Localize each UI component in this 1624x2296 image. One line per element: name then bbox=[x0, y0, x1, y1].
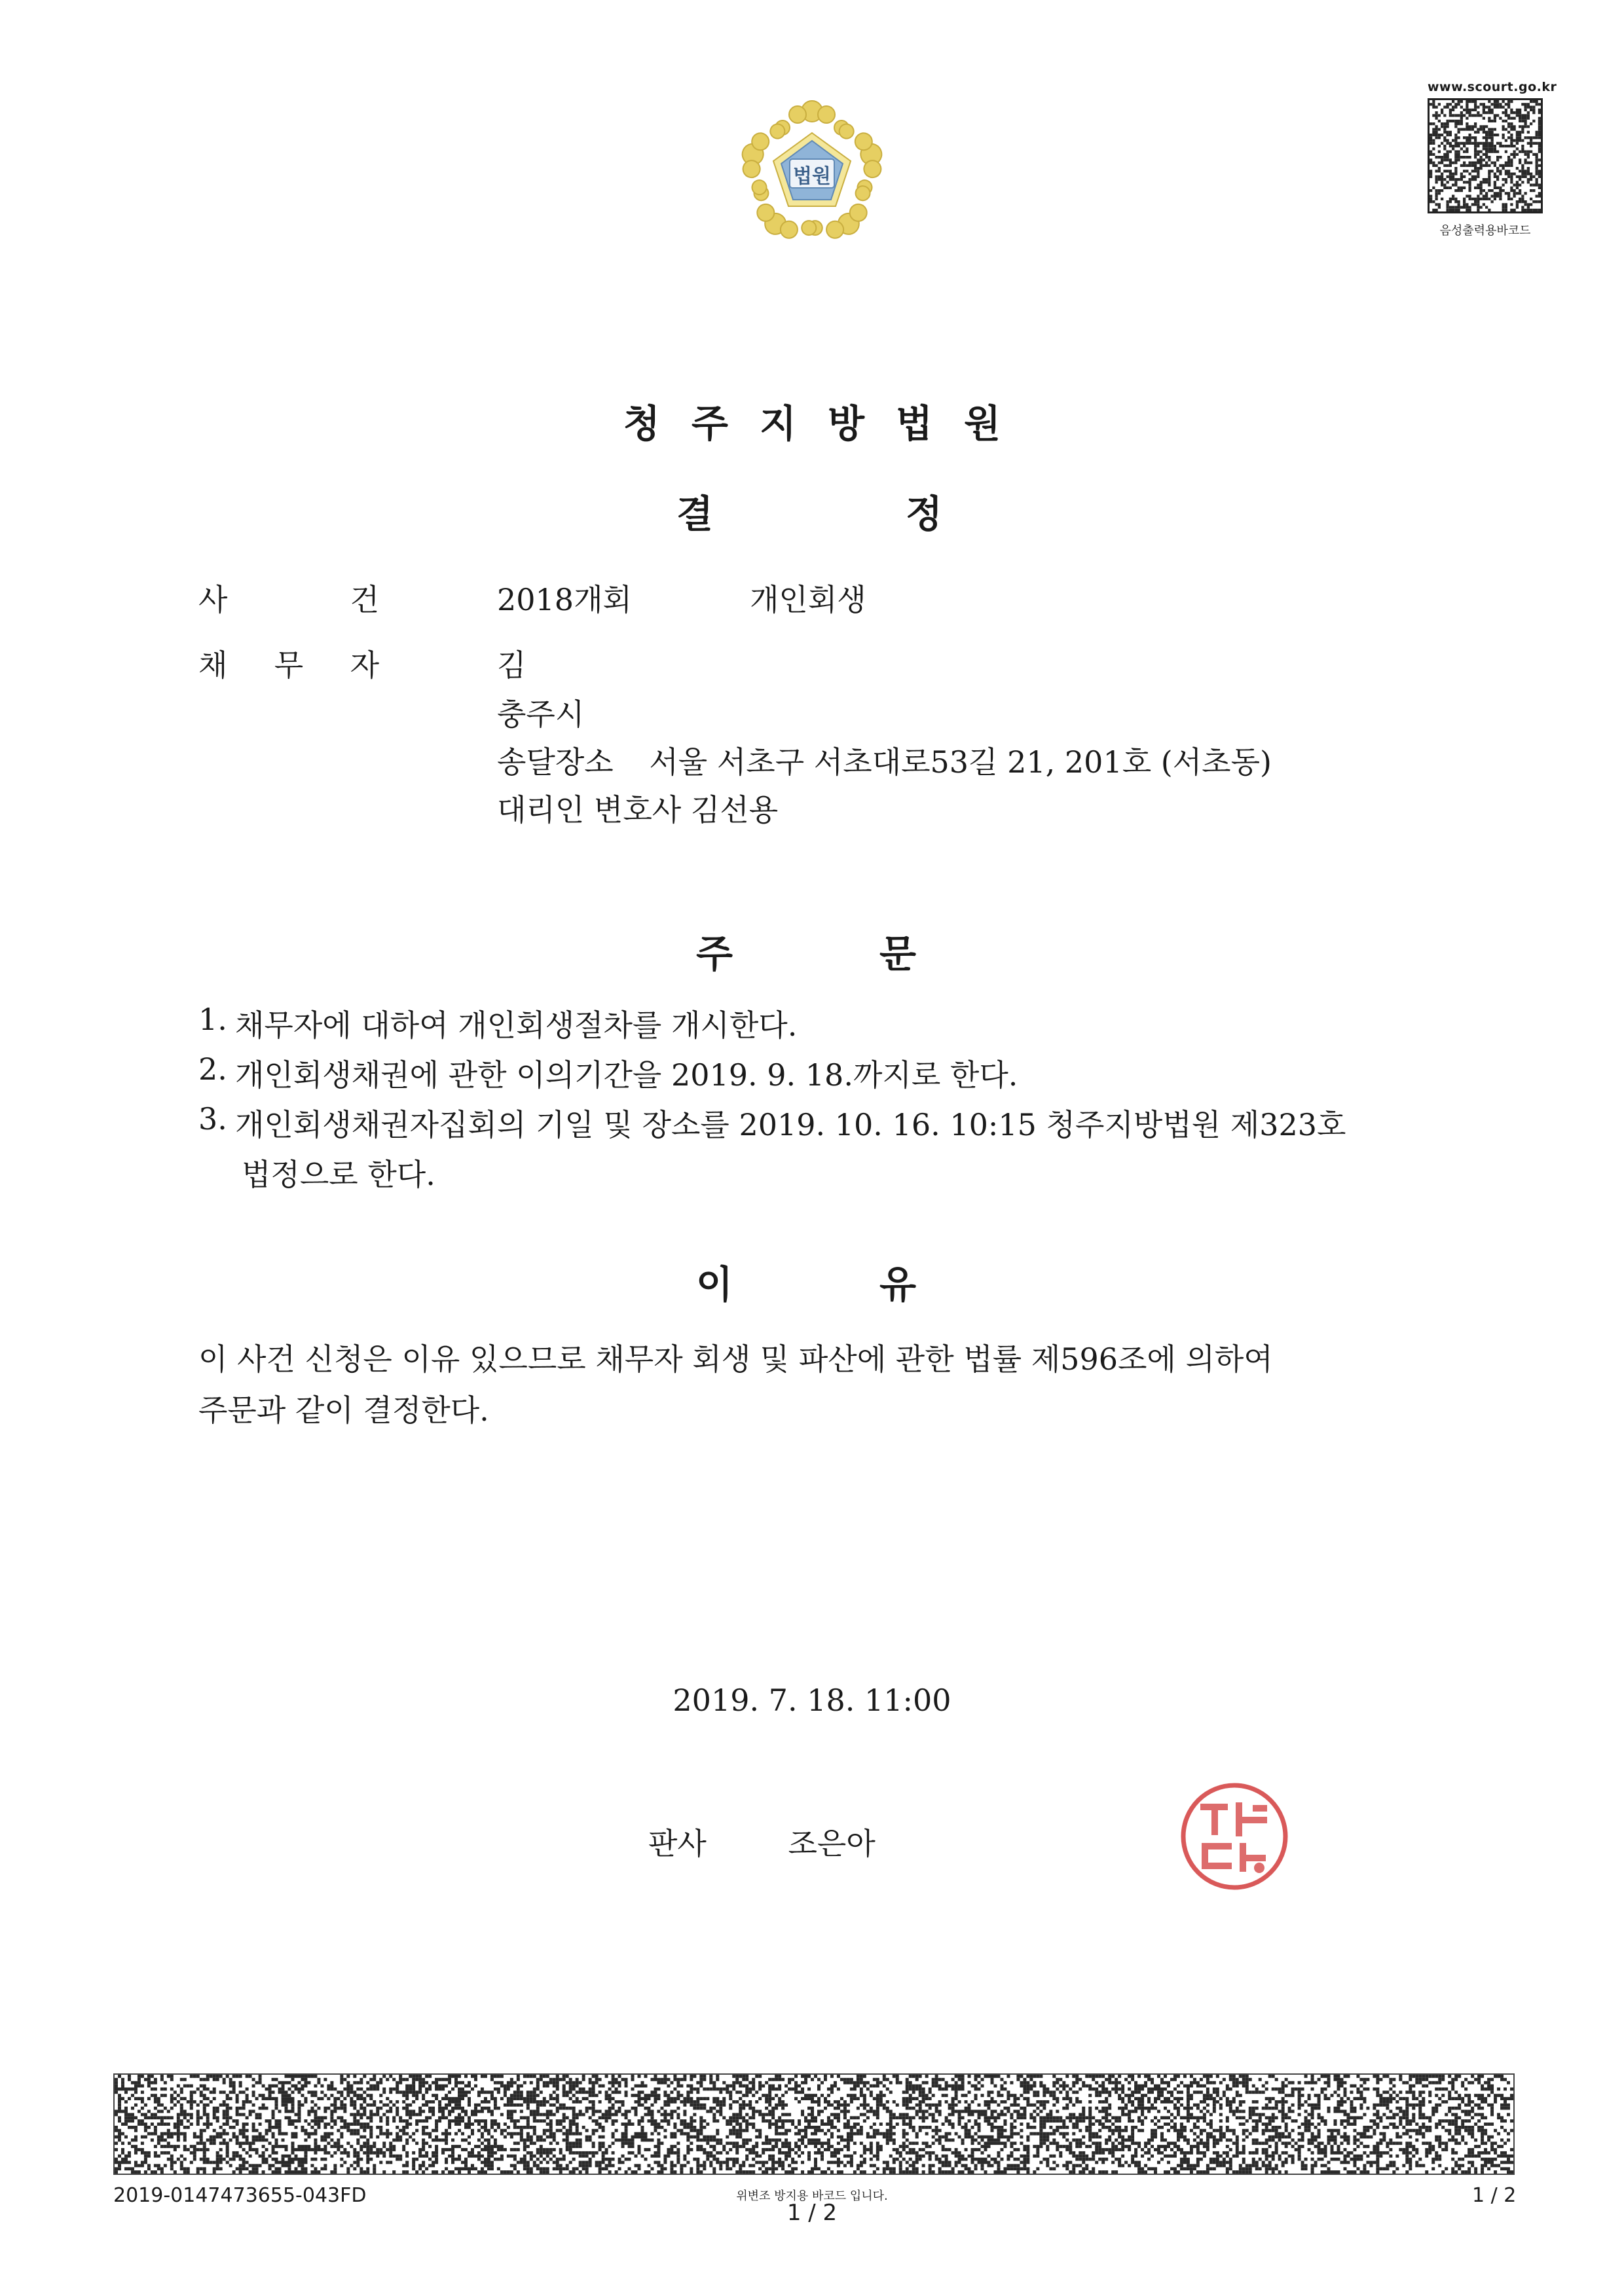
debtor-name: 김 bbox=[497, 647, 526, 683]
reason-heading-left-char: 이 bbox=[696, 1262, 733, 1307]
order-item-text: 채무자에 대하여 개인회생절차를 개시한다. bbox=[235, 1008, 798, 1043]
order-item-number: 1. bbox=[198, 1002, 227, 1037]
qr-code-block bbox=[1428, 80, 1557, 238]
reason-line-2: 주문과 같이 결정한다. bbox=[198, 1393, 489, 1428]
doc-title-right-char: 정 bbox=[906, 492, 943, 536]
order-item bbox=[198, 1002, 1430, 1051]
order-item-text: 개인회생채권에 관한 이의기간을 2019. 9. 18.까지로 한다. bbox=[235, 1057, 1018, 1093]
order-item-continuation: 법정으로 한다. bbox=[242, 1157, 435, 1192]
debtor-row bbox=[198, 647, 1272, 699]
order-item bbox=[198, 1051, 1430, 1101]
order-heading-left-char: 주 bbox=[696, 932, 733, 976]
page-number-right: 1 / 2 bbox=[1472, 2184, 1517, 2207]
emblem-text: 법원 bbox=[793, 165, 831, 188]
judge-name: 조은아 bbox=[788, 1826, 876, 1861]
document-id: 2019-0147473655-043FD bbox=[113, 2184, 367, 2207]
case-label bbox=[198, 582, 379, 650]
delivery-label: 송달장소 bbox=[497, 744, 614, 780]
case-label-char-2: 건 bbox=[350, 582, 379, 617]
agent-line: 대리인 변호사 김선용 bbox=[497, 792, 779, 828]
case-row bbox=[198, 582, 1272, 650]
judge-line bbox=[648, 1820, 876, 1863]
doc-title-left-char: 결 bbox=[676, 492, 714, 536]
case-type: 개인회생 bbox=[749, 582, 866, 617]
case-label-char-1: 사 bbox=[198, 582, 228, 617]
judge-title: 판사 bbox=[648, 1826, 707, 1861]
case-info-block bbox=[198, 582, 1272, 843]
order-item-number: 3. bbox=[198, 1101, 227, 1137]
order-list bbox=[198, 1002, 1430, 1201]
order-item-number: 2. bbox=[198, 1051, 227, 1087]
debtor-address: 충주시 bbox=[497, 697, 585, 732]
judge-seal-stamp bbox=[1175, 1777, 1293, 1895]
debtor-label-char-1: 채 bbox=[198, 647, 228, 683]
reason-text bbox=[198, 1336, 1430, 1430]
case-number: 2018개회 bbox=[497, 582, 632, 617]
decision-date: 2019. 7. 18. 11:00 bbox=[673, 1683, 951, 1718]
qr-caption: 음성출력용바코드 bbox=[1439, 224, 1531, 238]
order-item-text: 개인회생채권자집회의 기일 및 장소를 2019. 10. 16. 10:15 청주지방법원 제323호 bbox=[235, 1107, 1346, 1142]
anti-forgery-note: 위변조 방지용 바코드 입니다. bbox=[736, 2189, 888, 2203]
anti-forgery-barcode bbox=[113, 2073, 1515, 2175]
qr-url: www.scourt.go.kr bbox=[1428, 80, 1557, 94]
page-number-center: 1 / 2 bbox=[786, 2200, 838, 2226]
court-emblem-logo bbox=[733, 95, 891, 252]
delivery-row bbox=[497, 744, 1272, 795]
debtor-label-char-3: 자 bbox=[350, 647, 379, 683]
order-item bbox=[198, 1101, 1430, 1151]
order-heading-right-char: 문 bbox=[879, 932, 917, 976]
debtor-label-char-2: 무 bbox=[274, 647, 304, 683]
court-name-title: 청주지방법원 bbox=[623, 401, 1033, 446]
delivery-address: 서울 서초구 서초대로53길 21, 201호 (서초동) bbox=[649, 744, 1272, 780]
qr-code-image bbox=[1428, 98, 1543, 213]
reason-heading-right-char: 유 bbox=[879, 1262, 917, 1307]
debtor-label bbox=[198, 647, 379, 699]
reason-line-1: 이 사건 신청은 이유 있으므로 채무자 회생 및 파산에 관한 법률 제596조에 의하여 bbox=[198, 1341, 1273, 1377]
